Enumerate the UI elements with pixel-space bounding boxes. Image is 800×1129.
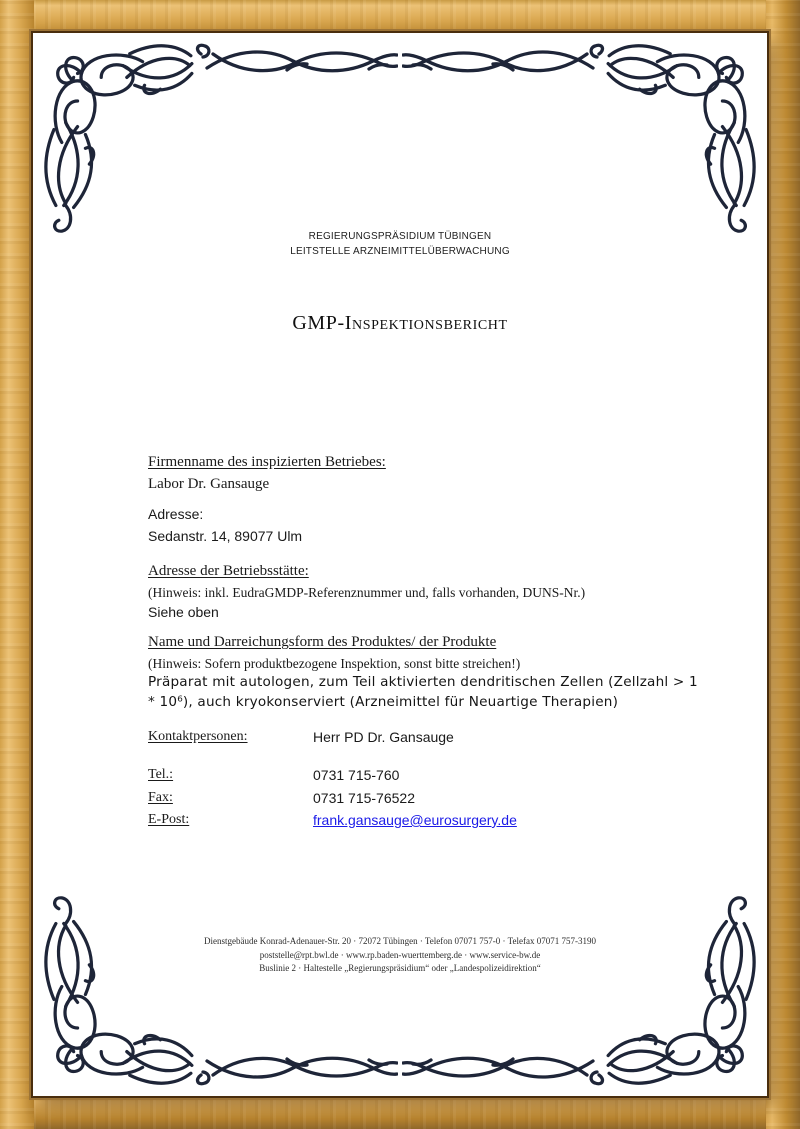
firmenname-value: Labor Dr. Gansauge <box>148 476 270 492</box>
footer-line-1: Dienstgebäude Konrad-Adenauer-Str. 20 · 72072 Tübingen · Telefon 07071 757-0 · Telefax 07071 757-3190 <box>204 936 596 946</box>
footer-line-2: poststelle@rpt.bwl.de · www.rp.baden-wuerttemberg.de · www.service-bw.de <box>259 949 541 960</box>
document-page <box>33 33 767 1096</box>
tel-value: 0731 715-760 <box>313 767 400 783</box>
document-title: GMP-Inspektionsbericht <box>292 312 508 334</box>
corner-flourish-icon-bottom-left <box>36 891 194 1093</box>
wood-frame-left <box>0 0 34 1129</box>
epost-label: E-Post: <box>148 812 190 827</box>
produkt-hint: (Hinweis: Sofern produktbezogene Inspektion, sonst bitte streichen!) <box>148 656 521 671</box>
footer-line-3: Buslinie 2 · Haltestelle „Regierungspräsidium“ oder „Landespolizeidirektion“ <box>259 963 541 973</box>
adresse-label: Adresse: <box>148 506 204 522</box>
betriebsstaette-label: Adresse der Betriebsstätte: <box>148 563 309 579</box>
betriebsstaette-hint: (Hinweis: inkl. EudraGMDP-Referenznummer und, falls vorhanden, DUNS-Nr.) <box>148 585 586 600</box>
betriebsstaette-value: Siehe oben <box>148 604 219 620</box>
fax-label: Fax: <box>148 790 173 805</box>
produkt-value-line-2: * 10⁶), auch kryokonserviert (Arzneimittel für Neuartige Therapien) <box>148 694 619 710</box>
wave-border-icon-top-right <box>402 42 607 78</box>
firmenname-label: Firmenname des inspizierten Betriebes: <box>148 454 386 470</box>
letterhead <box>33 229 767 259</box>
wood-frame-top <box>0 0 800 34</box>
corner-flourish-icon-bottom-right <box>606 891 764 1093</box>
corner-flourish-icon-top-left <box>36 36 194 238</box>
fax-value: 0731 715-76522 <box>313 790 415 806</box>
tel-label: Tel.: <box>148 767 174 782</box>
wave-border-icon-top-left <box>193 42 398 78</box>
letterhead-line-2: LEITSTELLE ARZNEIMITTELÜBERWACHUNG <box>290 246 510 257</box>
epost-value-wrap <box>313 812 517 828</box>
kontaktpersonen-label: Kontaktpersonen: <box>148 729 248 744</box>
document-footer <box>33 935 767 976</box>
wave-border-icon-bottom-right <box>402 1051 607 1087</box>
email-link[interactable]: frank.gansauge@eurosurgery.de <box>313 812 517 828</box>
kontaktpersonen-value: Herr PD Dr. Gansauge <box>313 729 454 745</box>
wood-frame-right <box>766 0 800 1129</box>
wood-frame-bottom <box>0 1095 800 1129</box>
adresse-value: Sedanstr. 14, 89077 Ulm <box>148 528 303 544</box>
produkt-label: Name und Darreichungsform des Produktes/ der Produkte <box>148 634 497 650</box>
letterhead-line-1: REGIERUNGSPRÄSIDIUM TÜBINGEN <box>308 231 492 242</box>
corner-flourish-icon-top-right <box>606 36 764 238</box>
produkt-value-line-1: Präparat mit autologen, zum Teil aktivierten dendritischen Zellen (Zellzahl > 1 <box>148 674 698 690</box>
wave-border-icon-bottom-left <box>193 1051 398 1087</box>
